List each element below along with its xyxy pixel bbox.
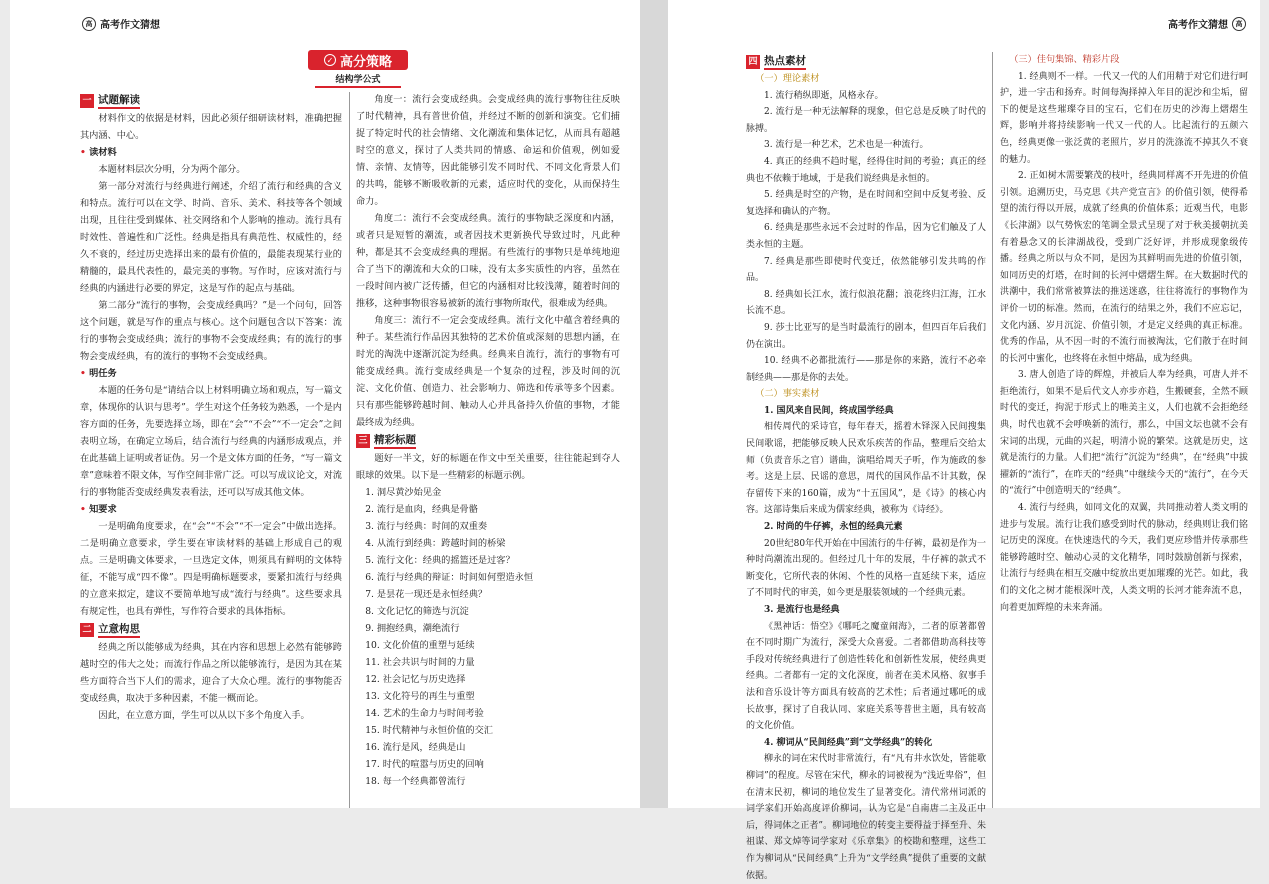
section-title: 精彩标题 (374, 433, 416, 449)
column-divider (349, 92, 350, 808)
theory-item: 5. 经典是时空的产物，是在时间和空间中反复考验、反复选择和确认的产物。 (746, 190, 986, 217)
book-gutter (640, 0, 668, 808)
paragraph: 《黑神话：悟空》《哪吒之魔童闹海》，二者的原著都曾在不同时期广为流行，深受大众喜爱。二者都借助高科技等手段对传统经典进行了创造性转化和创新性发展，使经典更经典。二者都有一定的文化深度，前者在美术风格、叙事手法和音乐设计等方面具有较高的艺术性；后者通过哪吒的成长故事，探讨了自我认同、家庭关系等普世主题，具有较高的文化价值。 (746, 621, 986, 732)
theory-item: 10. 经典不必都批流行——那是你的来路，流行不必牵制经典——那是你的去处。 (746, 356, 986, 383)
section-number: 二 (80, 623, 94, 637)
title-list (356, 484, 620, 790)
subheading-quotes: （三）佳句集锦、精彩片段 (1009, 54, 1120, 65)
section-title: 立意构思 (98, 622, 140, 638)
section-title: 试题解读 (98, 93, 140, 109)
title-example-item: 11. 社会共识与时间的力量 (365, 657, 475, 668)
title-example-item: 9. 拥抱经典，潮绝流行 (365, 623, 460, 634)
title-example-item: 16. 流行是风，经典是山 (365, 742, 466, 753)
quote-paragraph: 1. 经典则不一样。一代又一代的人们用精于对它们进行呵护，进一宇击和扬弃。时间每淘择掉入年目的泥沙和尘垢，留下的便是这些璀璨夺目的宝石，它们在历史的沙海上熠熠生辉，影响并将持续影响一代又一代的人。比起流行的五颜六色，经典更像一张泛黄的老照片，岁月的洗涤流不掉其久不衰的魅力。 (1000, 71, 1248, 165)
paragraph: 柳永的词在宋代时非常流行，有“凡有井水饮处，皆能歌柳词”的程度。尽管在宋代，柳永的词被视为“浅近卑俗”，但在清末民初，柳词的地位发生了显著变化。清代常州词派的词学家们开始高度评价柳词，认为它是“自南唐二主及正中后，得词体之正者”。柳词地位的转变主要得益于择至升、朱祖谋、郑文焯等词学家对《乐章集》的校勘和整理，这些工作为柳词从“民间经典”上升为“文学经典”提供了重要的文献依据。 (746, 754, 986, 881)
right-header-title: 高考作文猜想 (1168, 20, 1228, 31)
section-heading-2 (80, 622, 342, 638)
fact-title: 1. 国风来自民间，终成国学经典 (764, 405, 894, 416)
section-number: 一 (80, 94, 94, 108)
left-page (10, 0, 640, 808)
right-column-2 (1000, 52, 1248, 616)
paragraph: 第二部分“流行的事物，会变成经典吗？”是一个问句，回答这个问题，就是写作的重点与核心。这个问题包含以下答案：流行的事物会变成经典；流行的事物不会变成经典；有的流行的事物会变成经典，有的流行的事物不会变成经典。 (80, 300, 342, 362)
left-column-1 (80, 91, 342, 724)
paragraph: 材料作文的依据是材料，因此必须仔细研读材料，准确把握其内涵、中心。 (80, 113, 342, 141)
section-heading-4 (746, 54, 986, 70)
title-example-item: 2. 流行是血肉，经典是骨骼 (365, 504, 478, 515)
banner-subtitle: 结构学公式 (315, 72, 401, 88)
paragraph: 20世纪80年代开始在中国流行的牛仔裤，最初是作为一种时尚潮流出现的。但经过几十年的发展，牛仔裤的款式不断变化，它所代表的休闲、个性的风格一直延续下来，适应了不同时代的审美，如今更是服装领域的一个经典元素。 (746, 538, 986, 599)
title-example-item: 6. 流行与经典的辩证：时间如何塑造永恒 (365, 572, 534, 583)
right-running-header (1168, 16, 1246, 31)
subheading-facts: （二）事实素材 (755, 388, 820, 400)
title-example-item: 13. 文化符号的再生与重塑 (365, 691, 475, 702)
title-example-item: 14. 艺术的生命力与时间考验 (365, 708, 484, 719)
paragraph: 因此，在立意方面，学生可以从以下多个角度入手。 (98, 710, 310, 721)
title-example-item: 1. 洞尽黄沙始见金 (365, 487, 442, 498)
theory-item: 7. 经典是那些即使时代变迁，依然能够引发共鸣的作品。 (746, 256, 986, 284)
theory-item: 3. 流行是一种艺术，艺术也是一种流行。 (764, 140, 929, 151)
paragraph: 角度一：流行会变成经典。会变成经典的流行事物往往反映了时代精神，具有普世价值，并经过不断的创新和演变。它们捕捉了特定时代的社会情绪、文化潮流和集体记忆，从而具有超越时空的意义，探讨了人类共同的情感、命运和价值观，例如爱情、亲情、友情等，因此能够引发不同时代、不同文化背景人们的共鸣，能够不断吸收新的元素，适应时代的变化，从而保持生命力。 (356, 94, 620, 207)
publisher-logo-icon: 高 (82, 17, 96, 31)
theory-item: 8. 经典如长江水，流行似浪花翻；浪花终归江海，江水长流不息。 (746, 289, 986, 317)
section-title: 热点素材 (764, 54, 806, 70)
section-number: 四 (746, 55, 760, 69)
fact-title: 3. 是流行也是经典 (764, 605, 840, 615)
paragraph: 第一部分对流行与经典进行阐述，介绍了流行和经典的含义和特点。流行可以在文学、时尚、音乐、美术、科技等各个领域出现，且往往受到媒体、社交网络和个人影响的推动。流行具有时效性、普遍性和广泛性。经典是指具有典范性、权威性的，经久不衰的，经过历史选择出来的最有价值的，最能表现某行业的精髓的，最具代表性的，最完美的事物。写作时，应该对流行与经典的内涵进行必要的界定，这是写作的起点与基础。 (80, 181, 342, 294)
right-column-1 (746, 52, 986, 884)
title-example-item: 10. 文化价值的重塑与延续 (365, 640, 475, 651)
section-heading-3 (356, 433, 620, 449)
subheading-read-material: • 读材料 (80, 144, 342, 161)
paragraph: 本题材料层次分明，分为两个部分。 (98, 164, 246, 175)
paragraph: 角度二：流行不会变成经典。流行的事物缺乏深度和内涵，或者只是短暂的潮流，或者因技术更新换代导致过时，凡此种种，都是其不会变成经典的理据。有些流行的事物只是单纯地迎合了当下的潮流和大众的口味，没有太多实质性的内容，虽然在一段时间内被广泛传播，但它的内涵相对比较浅薄，随着时间的推移，这种事物很容易被新的流行事物所取代，很难成为经典。 (356, 213, 620, 309)
quote-paragraph: 3. 唐人创造了诗的辉煌，并被后人奉为经典，可唐人并不拒绝流行，如果不是后代文人亦步亦趋，生搬硬套，全然不顾时代的变迁，拘泥于形式上的唯美主义，人们也就不会拒绝经典，时代也就不会呼唤新的流行，那么，中国文坛也就不会有宋词的出现，元曲的兴起，明清小说的繁荣。这就是历史，这就是流行的力量。人们把“流行”沉淀为“经典”，在“经典”中拔擢新的“流行”，在昨天的“经典”中继续今天的“流行”，在今天的“流行”中创造明天的“经典”。 (1000, 370, 1248, 497)
title-example-item: 4. 从流行到经典：跨越时间的桥梁 (365, 538, 506, 549)
title-example-item: 5. 流行文化：经典的摇篮还是过客？ (365, 555, 515, 566)
theory-list (746, 88, 986, 387)
paragraph: 本题的任务句是“请结合以上材料明确立场和观点，写一篇文章，体现你的认识与思考”。学生对这个任务较为熟悉，一个是内容方面的任务，先要选择立场，即在“会”“不会”“不一定会”之间表明立场，在确定立场后，结合流行与经典的内涵形成观点，并在此基础上证明或者证伪。另一个是文体方面的任务，“写一篇文章”意味着不限文体，写作空间非常广泛。可以写成议论文，对流行的事物能否变成经典发表看法，还可以写成其他文体。 (80, 385, 342, 498)
left-header-title: 高考作文猜想 (100, 20, 160, 31)
paragraph: 相传周代的采诗官，每年春天，摇着木铎深入民间搜集民间歌谣，把能够反映人民欢乐疾苦的作品，整理后交给太师（负责音乐之官）谱曲，演唱给周天子听，作为施政的参考。这是上层、民谣的意思，周代的国风作品不计其数，保存留传下来的160篇，成为“十五国风”，是《诗》的核心内容。这部诗集后来成为儒家经典，被称为《诗经》。 (746, 422, 986, 516)
quote-paragraph: 2. 正如树木需要繁茂的枝叶，经典同样离不开先进的价值引领。追溯历史，马克思《共产党宣言》的价值引领，使得希望的流行得以开展，成就了经典的价值体系；近观当代，电影《长津湖》以气势恢宏的笔调全景式呈现了对于秋美援朝抗美有着悬念又的长津湖战役，受到广泛好评，并形成现象级传播。经典之所以与众不同，是因为其鲜明而先进的价值引领，如同历史的灯塔，在时间的长河中熠熠生辉。在大数据时代的洪潮中，我们常常被算法的推送迷惑，往往将流行的事物作为评价一切的标准。然而，在流行的结果之外，我们不应忘记，文化内涵、岁月沉淀、价值引领，才是定义经典的真正标准。优秀的作品，从不因一时的不流行而被淘汰，它们散于在时间的长河中蜜化，也终将在永恒中熔晶，成为经典。 (1000, 171, 1248, 364)
fact-title: 4. 柳词从“民间经典”到“文学经典”的转化 (764, 737, 933, 748)
title-example-item: 8. 文化记忆的筛选与沉淀 (365, 606, 469, 617)
quote-paragraph: 4. 流行与经典，如同文化的双翼，共同推动着人类文明的进步与发展。流行让我们感受到时代的脉动，经典则让我们铭记历史的深度。在快速迭代的今天，我们更应珍惜并传承那些能够跨越时空、触动心灵的文化精华，同时鼓励创新与探索，让流行与经典在相互交融中绽放出更加璀璨的光芒。如此，我们的文化之树才能根深叶茂，人类文明的长河才能奔流不息，向着更加辉煌的未来奔涌。 (1000, 503, 1248, 613)
left-column-2 (356, 91, 620, 790)
subheading-requirements: • 知要求 (80, 501, 342, 518)
title-example-item: 12. 社会记忆与历史选择 (365, 674, 466, 685)
check-circle-icon: ✓ (324, 54, 336, 66)
title-example-item: 3. 流行与经典：时间的双重奏 (365, 521, 488, 532)
theory-item: 1. 流行稍纵即逝，风格永存。 (764, 90, 884, 101)
publisher-logo-icon: 高 (1232, 17, 1246, 31)
title-example-item: 15. 时代精神与永恒价值的交汇 (365, 725, 493, 736)
title-example-item: 18. 每一个经典都曾流行 (365, 776, 466, 787)
theory-item: 4. 真正的经典不趋时髦，经得住时间的考验；真正的经典也不依赖于地域，于是我们说经典是永恒的。 (746, 156, 986, 184)
paragraph: 角度三：流行不一定会变成经典。流行文化中蕴含着经典的种子。某些流行作品因其独特的艺术价值或深刻的思想内涵，在时光的淘洗中逐渐沉淀为经典。经典来自流行，流行的事物有可能变成经典。流行变成经典是一个复杂的过程，涉及时间的沉淀、文化价值、创造力、社会影响力、筛选和传承等多个因素。只有那些能够跨越时间、触动人心并具备持久价值的事物，才能最终成为经典。 (356, 315, 620, 428)
theory-item: 9. 莎士比亚写的是当时最流行的剧本，但四百年后我们仍在演出。 (746, 322, 986, 350)
title-example-item: 7. 是昙花一现还是永恒经典？ (365, 589, 488, 600)
title-example-item: 17. 时代的喧嚣与历史的回响 (365, 759, 484, 770)
subheading-theory: （一）理论素材 (755, 73, 820, 84)
theory-item: 2. 流行是一种无法解释的现象，但它总是反映了时代的脉搏。 (746, 107, 986, 134)
paragraph: 一是明确角度要求，在“会”“不会”“不一定会”中做出选择。二是明确立意要求，学生要在审读材料的基础上形成自己的观点。三是明确文体要求，一旦选定文体，则须具有鲜明的文体特征，不能写成“四不像”。四是明确标题要求，要紧扣流行与经典的立意来拟定，建议不要简单地写成“流行与经典”。这些要求具有规定性，也具有弹性，写作符合要求的具体指标。 (80, 521, 342, 617)
right-page (668, 0, 1260, 881)
left-running-header (82, 16, 160, 31)
banner-title: 高分策略 (339, 54, 392, 70)
paragraph: 经典之所以能够成为经典，其在内容和思想上必然有能够跨越时空的伟大之处；而流行作品之所以能够流行，是因为其在某些方面符合当下人们的需求，迎合了大众心理。流行的事物能否变成经典，取决于多种因素，不能一概而论。 (80, 642, 342, 704)
theory-item: 6. 经典是那些永远不会过时的作品，因为它们触及了人类永恒的主题。 (746, 223, 986, 250)
paragraph: 题好一半文，好的标题在作文中至关重要，往往能起到夺人眼球的效果。以下是一些精彩的标题示例。 (356, 453, 620, 481)
strategy-banner (308, 50, 408, 70)
section-number: 三 (356, 434, 370, 448)
column-divider (992, 52, 993, 808)
subheading-task: • 明任务 (80, 365, 342, 382)
section-heading-1 (80, 93, 342, 109)
fact-title: 2. 时尚的牛仔裤，永恒的经典元素 (764, 522, 903, 533)
